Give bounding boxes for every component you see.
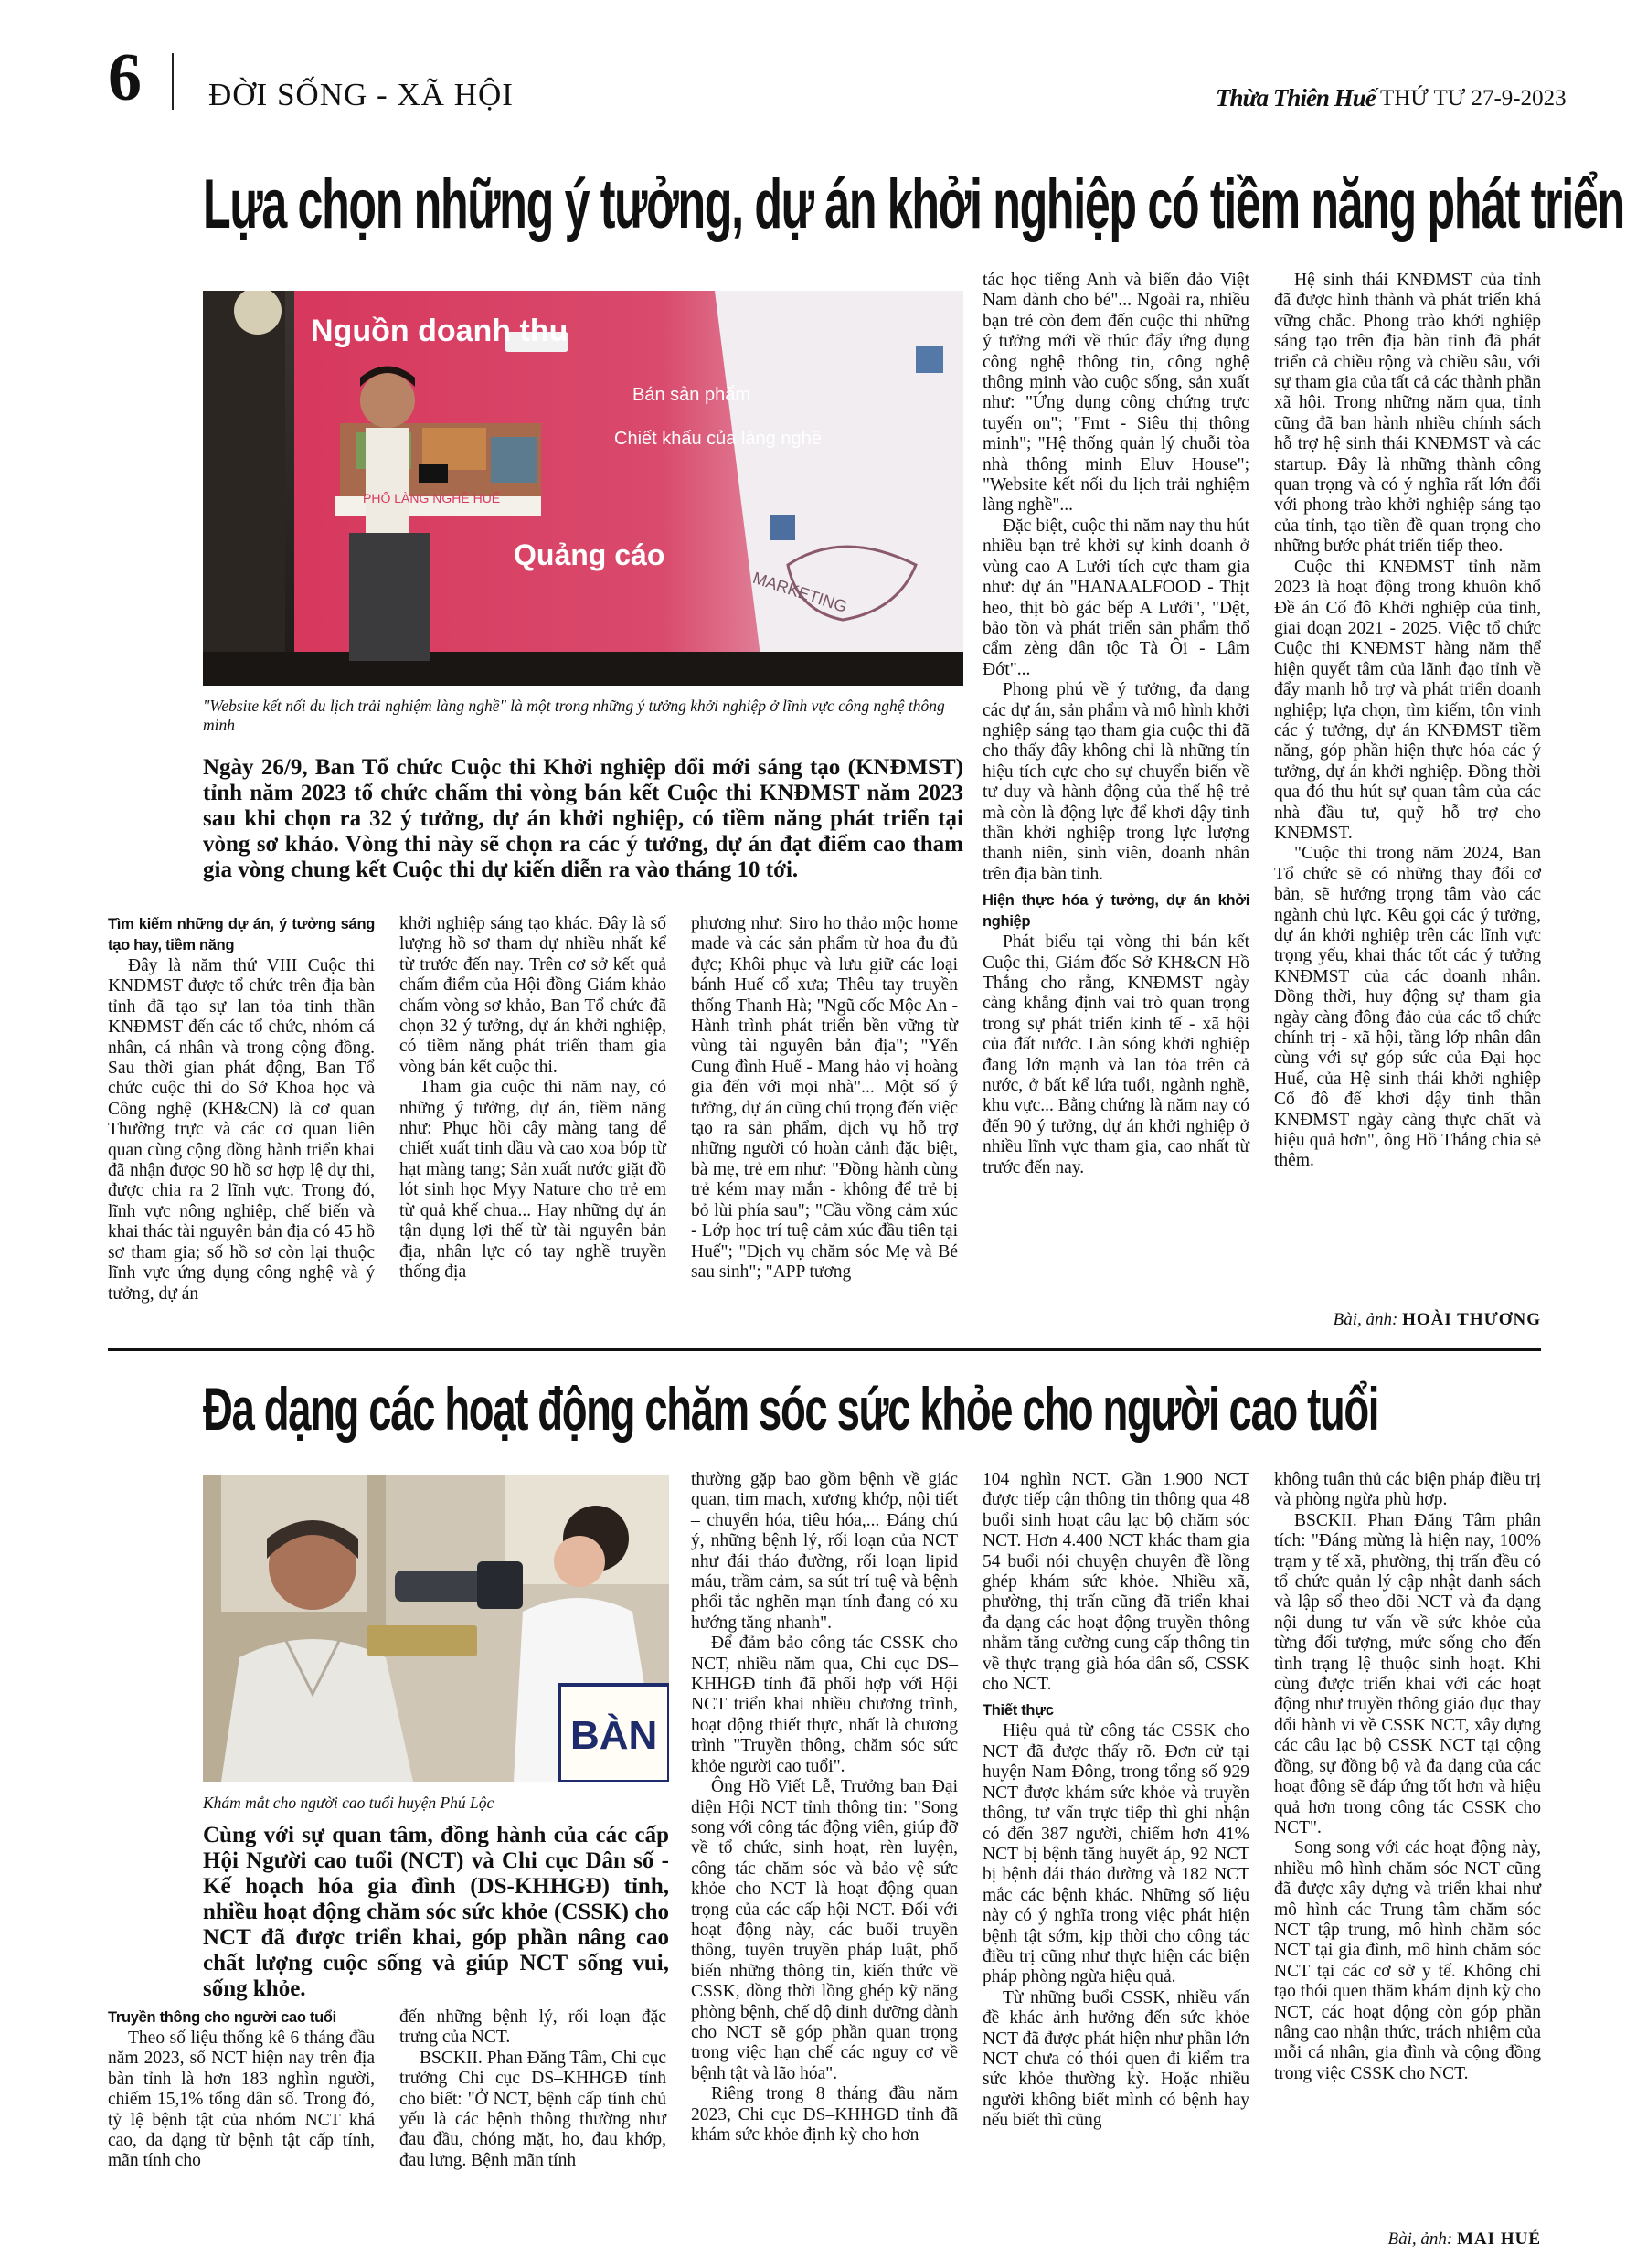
issue-date: THỨ TƯ 27-9-2023 [1380,86,1567,111]
article1-column-3 [691,914,958,1283]
article2-paragraph: không tuân thủ các biện pháp điều trị và phòng ngừa phù hợp. [1274,1470,1541,1510]
section-title: ĐỜI SỐNG - XÃ HỘI [208,77,514,112]
article1-paragraph: Phong phú về ý tưởng, đa dạng các dự án, sản phẩm và mô hình khởi nghiệp sáng tạo tham gia cuộc thi đã cho thấy đây không chỉ là những tín hiệu tích cực cho sự chuyển biến về tư duy và hành động của thế hệ trẻ mà còn là động lực để khơi dậy tinh thần khởi nghiệp trong lực lượng thanh niên, sinh viên, doanh nhân trên địa bàn tỉnh. [983,680,1249,884]
article2-paragraph: Ông Hồ Viết Lễ, Trưởng ban Đại diện Hội NCT tỉnh thông tin: "Song song với công tác động viên, giúp đỡ về tổ chức, sinh hoạt, rèn luyện, công tác chăm sóc và bảo vệ sức khỏe cho NCT là hoạt động quan trọng của các cấp hội NCT. Đối với hoạt động này, các buổi truyền thông, tuyên truyền pháp luật, phổ biến những thông tin, kiến thức về CSSK, đồng thời lồng ghép kỹ năng phòng bệnh, chế độ dinh dưỡng dành cho NCT sẽ góp phần quan trọng trong việc hạn chế các nguy cơ về bệnh tật và lão hóa". [691,1777,958,2083]
article2-caption: Khám mắt cho người cao tuổi huyện Phú Lộc [203,1794,494,1812]
article2-paragraph: 104 nghìn NCT. Gần 1.900 NCT được tiếp cận thông tin thông qua 48 buổi sinh hoạt câu lạc bộ chăm sóc NCT. Hơn 4.400 NCT khác tham gia 54 buổi nói chuyện chuyên đề lồng ghép khám sức khỏe. Nhiều xã, phường, thị trấn cũng đã triển khai đa dạng các hoạt động truyền thông nhằm tăng cường cung cấp thông tin về thực trạng già hóa dân số, CSSK cho NCT. [983,1470,1249,1695]
newspaper-name: Thừa Thiên Huế [1216,84,1376,112]
article2-paragraph: BSCKII. Phan Đăng Tâm, Chi cục trưởng Chi cục DS–KHHGĐ tỉnh cho biết: "Ở NCT, bệnh cấp tính chủ yếu là các bệnh thông thường như đau đầu, chóng mặt, ho, đau khớp, đau lưng. Bệnh mãn tính [399,2048,666,2170]
desk-sign-text: BÀN [570,1713,658,1758]
article-divider [108,1348,1541,1351]
article2-paragraph: Từ những buổi CSSK, nhiều vấn đề khác ảnh hưởng đến sức khỏe NCT đã được phát hiện như phần lớn NCT chưa có thói quen đi kiểm tra sức khỏe thường kỳ. Hoặc nhiều người không biết mình có bệnh hay nếu biết thì cũng [983,1987,1249,2131]
article2-column-4 [983,1470,1249,2132]
article1-photo [203,291,963,686]
eye-exam-image [203,1475,669,1782]
article1-subhead-realize: Hiện thực hóa ý tưởng, dự án khởi nghiệp [983,892,1249,931]
article1-paragraph: Hệ sinh thái KNĐMST của tỉnh đã được hình thành và phát triển khá vững chắc. Phong trào khởi nghiệp sáng tạo trên địa bàn tỉnh đã phát triển cả chiều rộng và chiều sâu, với sự tham gia của tất cả các thành phần xã hội. Trong những năm qua, tỉnh cũng đã ban hành nhiều chính sách hỗ trợ hệ sinh thái KNĐMST và các startup. Đây là những thành công quan trọng và có ý nghĩa rất lớn đối với phong trào khởi nghiệp sáng tạo của tỉnh, tạo tiền đề quan trọng cho những bước phát triển tiếp theo. [1274,271,1541,557]
article2-paragraph: Song song với các hoạt động này, nhiều mô hình chăm sóc NCT cũng đã được xây dựng và triển khai như mô hình các Trung tâm chăm sóc NCT tập trung, mô hình chăm sóc NCT tại gia đình, mô hình chăm sóc NCT tại các cơ sở y tế. Không chỉ tạo thói quen thăm khám định kỳ cho NCT, các hoạt động còn góp phần nâng cao nhận thức, trách nhiệm của mỗi cá nhân, gia đình và cộng đồng trong việc CSSK cho NCT. [1274,1838,1541,2083]
article1-column-1 [108,914,375,1304]
byline-author: MAI HUÉ [1457,2230,1541,2249]
article2-column-2 [399,2007,666,2171]
article2-paragraph: đến những bệnh lý, rối loạn đặc trưng của NCT. [399,2007,666,2048]
article1-paragraph: phương như: Siro ho thảo mộc home made và các sản phẩm từ hoa đu đủ đực; Khôi phục và lưu giữ các loại bánh Huế cổ xưa; Thêu tay truyền thống Thanh Hà; "Ngũ cốc Mộc An - Hành trình phát triển bền vững từ vùng tài nguyên bản địa"; "Yến Cung đình Huế - Mang hảo vị hoàng gia đến với mọi nhà"... Một số ý tưởng, dự án cũng chú trọng đến việc tạo ra sản phẩm, dịch vụ hỗ trợ những người có hoàn cảnh đặc biệt, bà mẹ, trẻ em như: "Đồng hành cùng trẻ kém may mắn - không để trẻ bị bỏ lùi phía sau"; "Cầu vồng cảm xúc - Lớp học trí tuệ cảm xúc đầu tiên tại Huế"; "Dịch vụ chăm sóc Mẹ và Bé sau sinh"; "APP tương [691,914,958,1282]
article2-subhead-practical: Thiết thực [983,1702,1054,1720]
slide-item-sell: Bán sản phẩm [632,385,750,405]
slide-sticker: MARKETING [750,568,850,616]
article2-paragraph: Riêng trong 8 tháng đầu năm 2023, Chi cục DS–KHHGĐ tỉnh đã khám sức khỏe định kỳ cho hơn [691,2084,958,2145]
byline-label: Bài, ảnh: [1387,2230,1453,2249]
article1-paragraph: Tham gia cuộc thi năm nay, có những ý tưởng, dự án, tiềm năng như: Phục hồi cây màng tang để chiết xuất tinh dầu và cao xoa bóp từ hạt màng tang; Sản xuất nước giặt đồ lót sinh học Myy Nature cho trẻ em từ quả khế chua... Hay những dự án tận dụng lợi thế từ tài nguyên bản địa, nhân lực có tay nghề truyền thống địa [399,1078,666,1282]
article1-byline [1274,1310,1541,1330]
slide-banner: PHỐ LÀNG NGHỀ HUẾ [363,491,501,506]
article1-paragraph: "Cuộc thi trong năm 2024, Ban Tổ chức sẽ có những thay đổi cơ bản, sẽ hướng trọng tâm vào các ngành chủ lực. Kêu gọi các ý tưởng, dự án khởi nghiệp trên các lĩnh vực trọng yếu, khai thác tốt các ý tưởng KNĐMST của các doanh nhân. Đồng thời, huy động sự tham gia ngày càng đông đảo của các tổ chức chính trị - xã hội, tầng lớp nhân dân cùng với sự góp sức của Đại học Huế, của Hệ sinh thái khởi nghiệp Cố đô để khơi dậy tinh thần KNĐMST ngày càng thực chất và hiệu quả hơn", ông Hồ Thắng chia sẻ thêm. [1274,844,1541,1171]
slide-item-ads: Quảng cáo [514,538,665,571]
slide-item-commission: Chiết khấu của làng nghề [614,429,822,449]
article2-paragraph: Để đảm bảo công tác CSSK cho NCT, nhiều năm qua, Chi cục DS–KHHGĐ tỉnh đã phối hợp với Hội NCT triển khai nhiều chương trình, hoạt động thiết thực, nhất là chương trình "Truyền thông, chăm sóc sức khỏe người cao tuổi". [691,1634,958,1776]
article2-paragraph: thường gặp bao gồm bệnh về giác quan, tim mạch, xương khớp, nội tiết – chuyển hóa, tiêu hóa,... Đáng chú ý, những bệnh lý, rối loạn của NCT như đái tháo đường, rối loạn lipid máu, trầm cảm, sa sút trí tuệ và bệnh phổi tắc nghẽn mạn tính đang có xu hướng tăng nhanh". [691,1470,958,1633]
page-number: 6 [108,40,142,115]
article2-byline [1274,2230,1541,2250]
article2-subhead-media: Truyền thông cho người cao tuổi [108,2009,336,2026]
article2-column-5 [1274,1470,1541,2084]
slide-presentation-image [203,291,963,686]
article2-column-3 [691,1470,958,2146]
article2-paragraph: BSCKII. Phan Đăng Tâm phân tích: "Đáng mừng là hiện nay, 100% trạm y tế xã, phường, thị trấn đều có tổ chức quản lý cập nhật danh sách và lập sổ theo dõi NCT và đa dạng nội dung tư vấn về sức khỏe của từng đối tượng, mức sống cho đến tình trạng lệ thuộc sinh hoạt. Khi cùng được triển khai với các hoạt động như truyền thông giáo dục thay đổi hành vi về CSSK NCT, xây dựng các câu lạc bộ CSSK NCT tại cộng đồng, sự đồng bộ và đa dạng của các hoạt động sẽ đáp ứng tốt hơn và hiệu quả hơn trong công tác CSSK cho NCT". [1274,1510,1541,1837]
article2-column-1 [108,2007,375,2172]
article1-paragraph: Cuộc thi KNĐMST tỉnh năm 2023 là hoạt động trong khuôn khổ Đề án Cố đô Khởi nghiệp của tỉnh, giai đoạn 2021 - 2025. Việc tổ chức Cuộc thi KNĐMST hàng năm thể hiện quyết tâm của lãnh đạo tỉnh về đẩy mạnh hỗ trợ và phát triển doanh nghiệp; lựa chọn, tìm kiếm, tôn vinh các ý tưởng, dự án KNĐMST tiềm năng, góp phần hiện thực hóa các ý tưởng, dự án khởi nghiệp. Đồng thời qua đó thu hút sự quan tâm của các nhà đầu tư, quỹ hỗ trợ cho KNĐMST. [1274,557,1541,843]
slide-title: Nguồn doanh thu [311,314,568,348]
article2-lede: Cùng với sự quan tâm, đồng hành của các cấp Hội Người cao tuổi (NCT) và Chi cục Dân số - Kế hoạch hóa gia đình (DS-KHHGĐ) tỉnh, nhiều hoạt động chăm sóc sức khỏe (CSSK) cho NCT đã được triển khai, góp phần nâng cao chất lượng cuộc sống và giúp NCT sống vui, sống khỏe. [203,1823,669,2001]
article1-subhead-search: Tìm kiếm những dự án, ý tưởng sáng tạo hay, tiềm năng [108,916,375,953]
article1-paragraph: tác học tiếng Anh và biển đảo Việt Nam dành cho bé"... Ngoài ra, nhiều bạn trẻ còn đem đến cuộc thi những ý tưởng mới về thúc đẩy ứng dụng công nghệ thông tin, công nghệ thông minh vào cuộc sống, sản xuất như: "Ứng dụng công chứng trực tuyến on"; "Fmt - Siêu thị thông minh"; "Hệ thống quản lý chuỗi tòa nhà thông minh Eluv House"; "Website kết nối du lịch trải nghiệm làng nghề"... [983,271,1249,516]
article1-column-2 [399,914,666,1283]
article1-caption: "Website kết nối du lịch trải nghiệm làng nghề" là một trong những ý tưởng khởi nghiệp ở lĩnh vực công nghệ thông minh [203,697,945,734]
article2-headline: Đa dạng các hoạt động chăm sóc sức khỏe cho người cao tuổi [203,1375,1379,1443]
article1-column-5 [1274,271,1541,1172]
article2-paragraph: Theo số liệu thống kê 6 tháng đầu năm 2023, số NCT hiện nay trên địa bàn tỉnh là hơn 183 nghìn người, chiếm 15,1% tổng dân số. Trong đó, tỷ lệ bệnh tật của nhóm NCT khá cao, đa dạng từ bệnh tật cấp tính, mãn tính cho [108,2028,375,2171]
article1-paragraph: Phát biểu tại vòng thi bán kết Cuộc thi, Giám đốc Sở KH&CN Hồ Thắng cho rằng, KNĐMST ngày càng khẳng định vai trò quan trọng trong sự phát triển kinh tế - xã hội của đất nước. Làn sóng khởi nghiệp đang lớn mạnh và lan tỏa trên cả nước, ở bất kể lứa tuổi, ngành nghề, khu vực... Bằng chứng là năm nay có đến 90 ý tưởng, dự án khởi nghiệp ở nhiều lĩnh vực tham gia, cao nhất từ trước đến nay. [983,932,1249,1177]
article1-lede: Ngày 26/9, Ban Tổ chức Cuộc thi Khởi nghiệp đổi mới sáng tạo (KNĐMST) tỉnh năm 2023 tổ chức chấm thi vòng bán kết Cuộc thi KNĐMST năm 2023 sau khi chọn ra 32 ý tưởng, dự án khởi nghiệp, có tiềm năng phát triển tại vòng sơ khảo. Vòng thi này sẽ chọn ra các ý tưởng, dự án đạt điểm cao tham gia vòng chung kết Cuộc thi dự kiến diễn ra vào tháng 10 tới. [203,755,963,882]
article1-paragraph: khởi nghiệp sáng tạo khác. Đây là số lượng hồ sơ tham dự nhiều nhất kể từ trước đến nay. Trên cơ sở kết quả chấm điểm của Hội đồng Giám khảo chấm vòng sơ khảo, Ban Tổ chức đã chọn 32 ý tưởng, dự án khởi nghiệp, có tiềm năng phát triển tham gia vòng bán kết cuộc thi. [399,914,666,1077]
article1-paragraph: Đây là năm thứ VIII Cuộc thi KNĐMST được tổ chức trên địa bàn tỉnh đã tạo sự lan tỏa tinh thần KNĐMST đến các tổ chức, nhóm cá nhân, cá nhân và trong cộng đồng. Sau thời gian phát động, Ban Tổ chức cuộc thi do Sở Khoa học và Công nghệ (KH&CN) là cơ quan Thường trực và các cơ quan liên quan cùng cộng đồng hành triển khai đã nhận được 90 hồ sơ hợp lệ dự thi, được chia ra 2 lĩnh vực. Trong đó, lĩnh vực nông nghiệp, chế biến và khai thác tài nguyên bản địa có 45 hồ sơ tham gia; số hồ sơ còn lại thuộc lĩnh vực ứng dụng công nghệ và ý tưởng, dự án [108,956,375,1304]
article2-photo [203,1475,669,1782]
header-divider [172,53,174,110]
article1-headline: Lựa chọn những ý tưởng, dự án khởi nghiệp có tiềm năng phát triển [203,165,1624,243]
byline-label: Bài, ảnh: [1333,1310,1398,1329]
article2-paragraph: Hiệu quả từ công tác CSSK cho NCT đã được thấy rõ. Đơn cử tại huyện Nam Đông, trong tổng số 929 NCT được khám sức khỏe và truyền thông, tư vấn trực tiếp thì ghi nhận có đến 387 người, chiếm hơn 41% NCT bị bệnh tăng huyết áp, 92 NCT bị bệnh đái tháo đường và 182 NCT mắc các bệnh khác. Những số liệu này có ý nghĩa trong việc phát hiện bệnh tật sớm, kịp thời cho công tác điều trị cũng như thực hiện các biện pháp phòng ngừa hiệu quả. [983,1721,1249,1987]
article1-paragraph: Đặc biệt, cuộc thi năm nay thu hút nhiều bạn trẻ khởi sự kinh doanh ở vùng cao A Lưới tích cực tham gia như: dự án "HANAALFOOD - Thịt heo, thịt bò gác bếp A Lưới", "Dệt, bảo tồn và phát triển sản phẩm thổ cẩm zèng dân tộc Tà Ôi - Lâm Đớt"... [983,516,1249,679]
byline-author: HOÀI THƯƠNG [1402,1310,1541,1329]
article1-column-4 [983,271,1249,1178]
